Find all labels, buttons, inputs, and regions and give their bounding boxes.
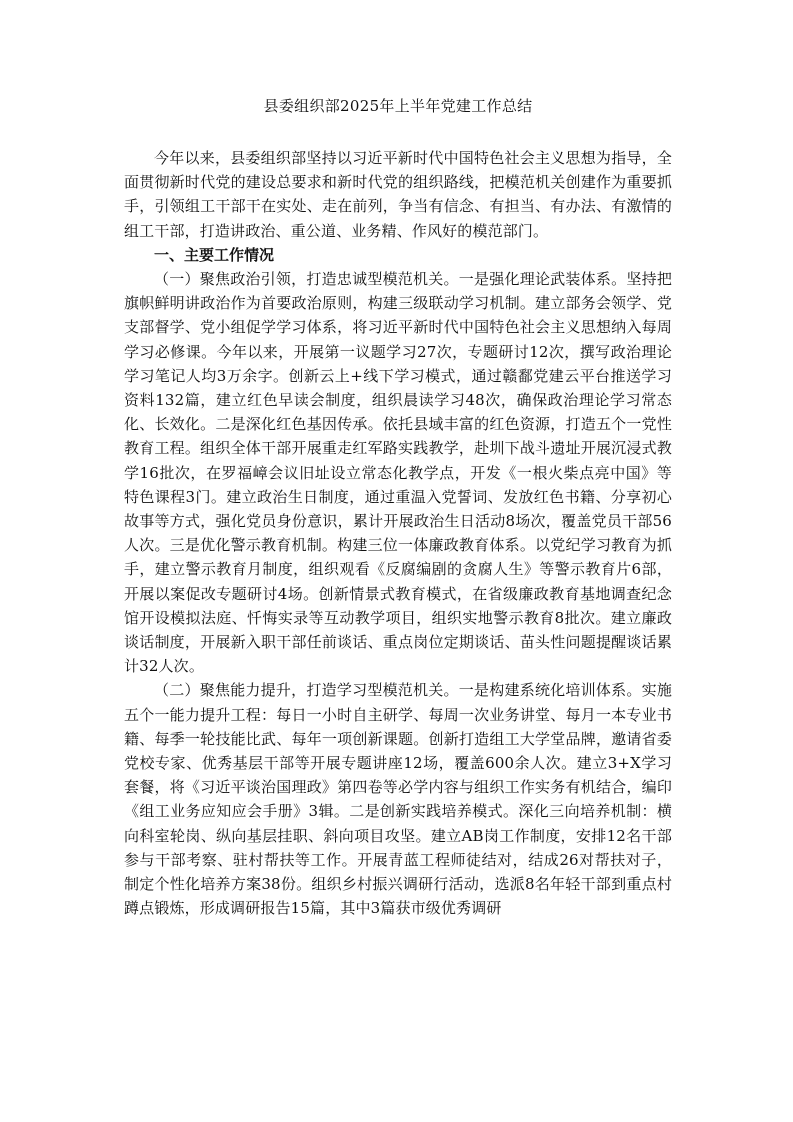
body-paragraph: （一）聚焦政治引领，打造忠诚型模范机关。一是强化理论武装体系。坚持把旗帜鲜明讲政治作为首要政治原则，构建三级联动学习机制。建立部务会领学、党支部督学、党小组促学学习体系，将习近平新时代中国特色社会主义思想纳入每周学习必修课。今年以来，开展第一议题学习27次，专题研讨12次，撰写政治理论学习笔记人均3万余字。创新云上+线下学习模式，通过赣鄱党建云平台推送学习资料132篇，建立红色早读会制度，组织晨读学习48次，确保政治理论学习常态化、长效化。二是深化红色基因传承。依托县域丰富的红色资源，打造五个一党性教育工程。组织全体干部开展重走红军路实践教学，赴圳下战斗遗址开展沉浸式教学16批次，在罗福嶂会议旧址设立常态化教学点，开发《一根火柴点亮中国》等特色课程3门。建立政治生日制度，通过重温入党誓词、发放红色书籍、分享初心故事等方式，强化党员身份意识，累计开展政治生日活动8场次，覆盖党员干部56人次。三是优化警示教育机制。构建三位一体廉政教育体系。以党纪学习教育为抓手，建立警示教育月制度，组织观看《反腐编剧的贪腐人生》等警示教育片6部，开展以案促改专题研讨4场。创新情景式教育模式，在省级廉政教育基地调查纪念馆开设模拟法庭、忏悔实录等互动教学项目，组织实地警示教育8批次。建立廉政谈话制度，开展新入职干部任前谈话、重点岗位定期谈话、苗头性问题提醒谈话累计32人次。 <box>124 270 672 676</box>
body-paragraph: （二）聚焦能力提升，打造学习型模范机关。一是构建系统化培训体系。实施五个一能力提升工程：每日一小时自主研学、每周一次业务讲堂、每月一本专业书籍、每季一轮技能比武、每年一项创新课题。创新打造组工大学堂品牌，邀请省委党校专家、优秀基层干部等开展专题讲座12场，覆盖600余人次。建立3+X学习套餐，将《习近平谈治国理政》第四卷等必学内容与组织工作实务有机结合，编印《组工业务应知应会手册》3辑。二是创新实践培养模式。深化三向培养机制：横向科室轮岗、纵向基层挂职、斜向项目攻坚。建立AB岗工作制度，安排12名干部参与干部考察、驻村帮扶等工作。开展青蓝工程师徒结对，结成26对帮扶对子，制定个性化培养方案38份。组织乡村振兴调研行活动，选派8名年轻干部到重点村蹲点锻炼，形成调研报告15篇，其中3篇获市级优秀调研 <box>124 681 672 918</box>
section-heading: 一、主要工作情况 <box>154 245 275 264</box>
intro-paragraph: 今年以来，县委组织部坚持以习近平新时代中国特色社会主义思想为指导，全面贯彻新时代党的建设总要求和新时代党的组织路线，把模范机关创建作为重要抓手，引领组工干部干在实处、走在前列，争当有信念、有担当、有办法、有激情的组工干部，打造讲政治、重公道、业务精、作风好的模范部门。 <box>124 149 672 240</box>
document-title: 县委组织部2025年上半年党建工作总结 <box>263 97 533 115</box>
document-page <box>124 96 672 921</box>
